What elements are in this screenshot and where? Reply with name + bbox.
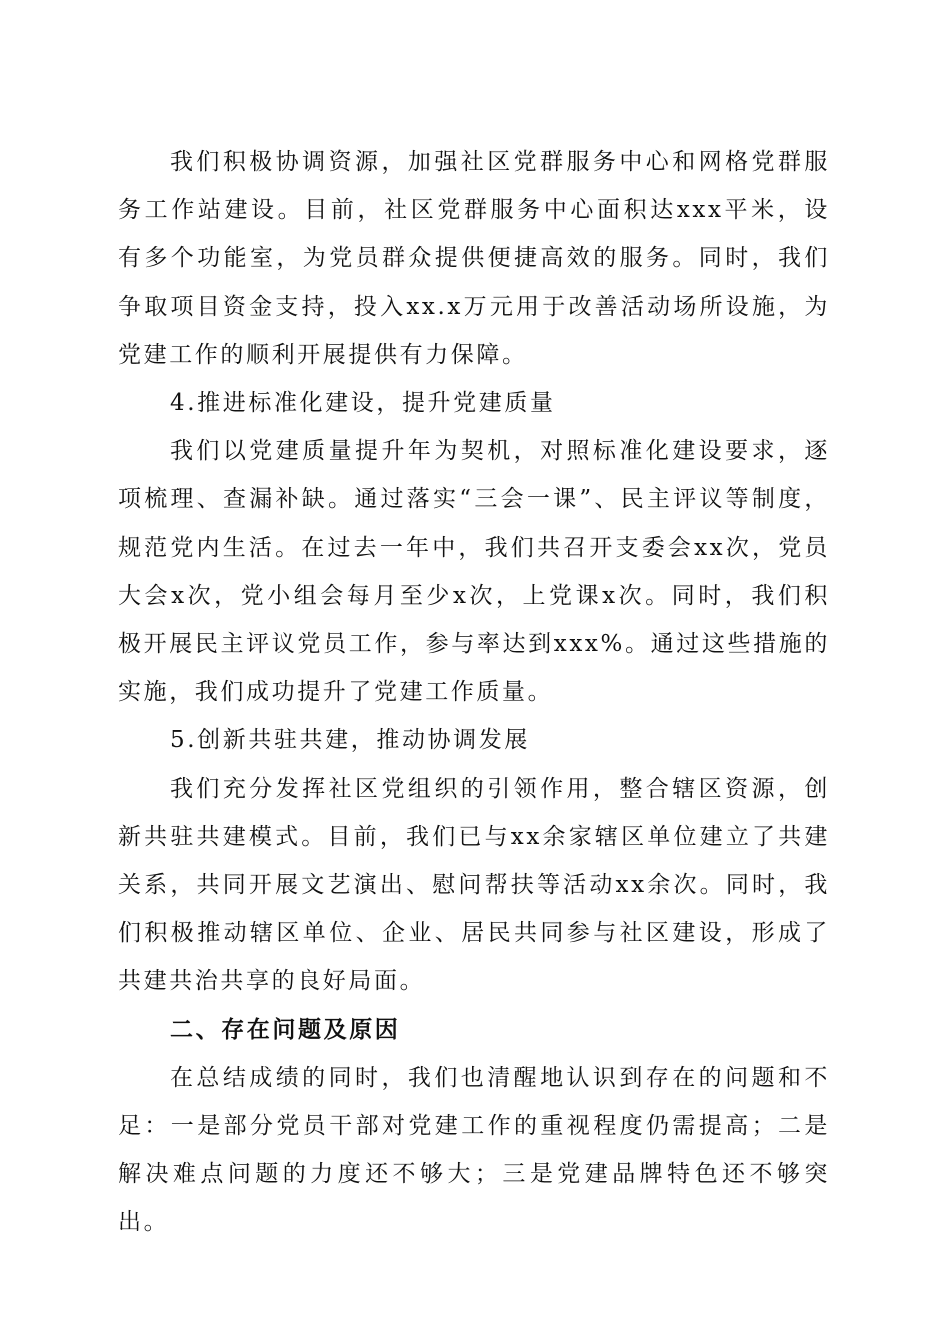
document-body [118, 138, 830, 1247]
subheading-co-building: 5.创新共驻共建，推动协调发展 [170, 727, 530, 754]
paragraph-facilities: 我们积极协调资源，加强社区党群服务中心和网格党群服务工作站建设。目前，社区党群服务中心面积达xxx平米，设有多个功能室，为党员群众提供便捷高效的服务。同时，我们争取项目资金支持，投入xx.x万元用于改善活动场所设施，为党建工作的顺利开展提供有力保障。 [118, 149, 830, 368]
section-heading-problems: 二、存在问题及原因 [170, 1016, 401, 1043]
subheading-standardization: 4.推进标准化建设，提升党建质量 [170, 390, 556, 417]
paragraph-co-building: 我们充分发挥社区党组织的引领作用，整合辖区资源，创新共驻共建模式。目前，我们已与xx余家辖区单位建立了共建关系，共同开展文艺演出、慰问帮扶等活动xx余次。同时，我们积极推动辖区单位、企业、居民共同参与社区建设，形成了共建共治共享的良好局面。 [118, 775, 830, 995]
paragraph-problems: 在总结成绩的同时，我们也清醒地认识到存在的问题和不足：一是部分党员干部对党建工作的重视程度仍需提高；二是解决难点问题的力度还不够大；三是党建品牌特色还不够突出。 [118, 1064, 830, 1236]
paragraph-standardization: 我们以党建质量提升年为契机，对照标准化建设要求，逐项梳理、查漏补缺。通过落实“三会一课”、民主评议等制度，规范党内生活。在过去一年中，我们共召开支委会xx次，党员大会x次，党小组会每月至少x次，上党课x次。同时，我们积极开展民主评议党员工作，参与率达到xxx%。通过这些措施的实施，我们成功提升了党建工作质量。 [118, 438, 830, 706]
